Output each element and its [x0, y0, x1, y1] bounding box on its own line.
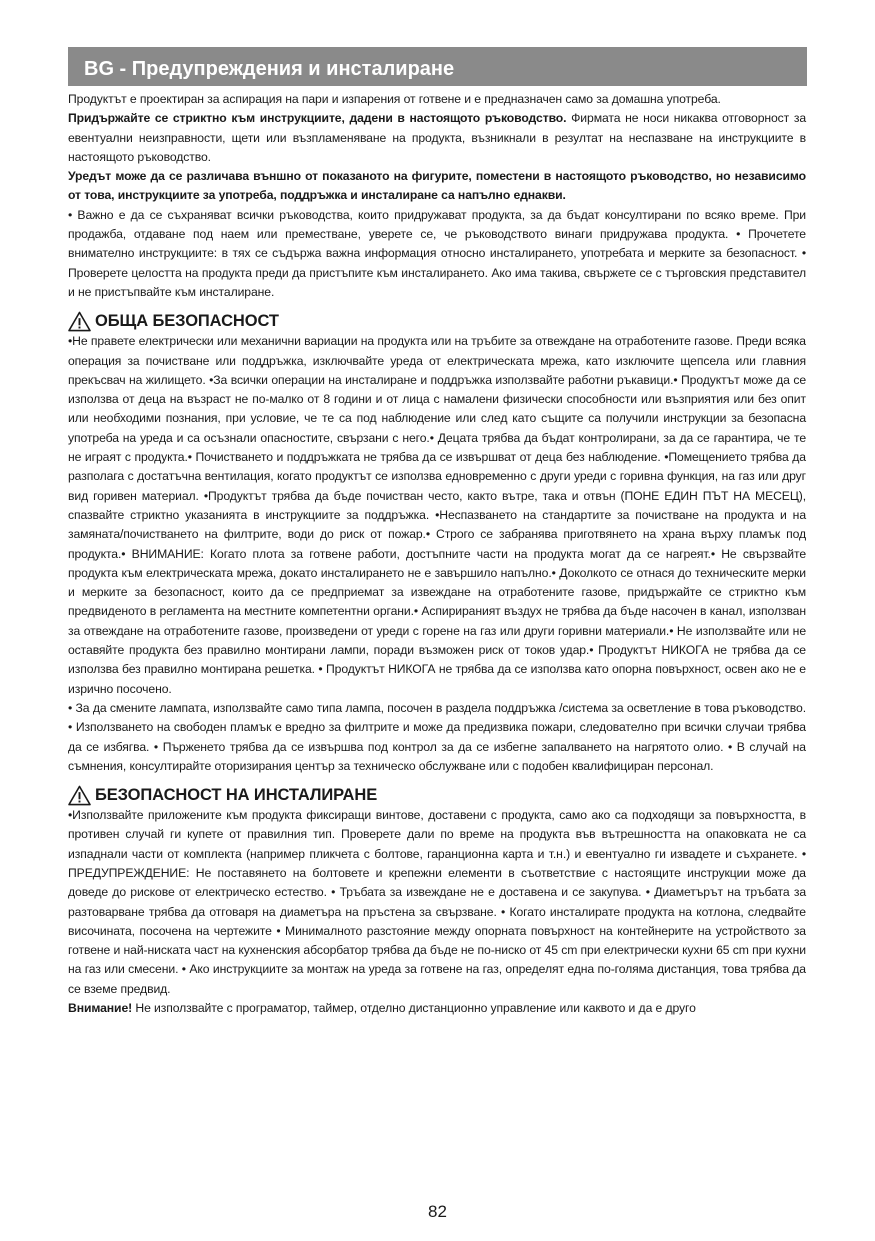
- general-safety-heading: [68, 310, 806, 332]
- attention-label: Внимание!: [68, 1001, 133, 1016]
- warning-triangle-icon: [68, 785, 91, 806]
- intro-paragraph-2: [68, 109, 806, 167]
- installation-safety-paragraph-1: •Използвайте приложените към продукта фиксиращи винтове, доставени с продукта, само ако са подходящи за повърхността, в противен случай ги купете от правилния тип. Проверете дали по време на продукта във вътрешността на опаковката не са изпаднали части от комплекта (например пликчета с болтове, гаранционна карта и т.н.) и евентуално ги извадете и съхранете. • ПРЕДУПРЕЖДЕНИЕ: Не поставянето на болтовете и крепежни елементи в съответствие с настоящите инструкции може да доведе до рискове от електрическо естество. • Тръбата за извеждане не е доставена и се закупува. • Диаметърът на тръбата за разтоварване трябва да отговаря на диаметъра на пръстена за свързване. • Когато инсталирате продукта на котлона, следвайте височината, посочена на чертежите • Минималното разстояние между опорната повърхност на контейнерите на устройството за готвене и най-ниската част на кухненския абсорбатор трябва да бъде не по-ниско от 45 cm при електрически кухни 65 cm при кухни на газ или смесени. • Ако инструкциите за монтаж на уреда за готвене на газ, определят една по-голяма дистанция, това трябва да се вземе предвид.: [68, 808, 806, 996]
- installation-safety-heading-text: БЕЗОПАСНОСТ НА ИНСТАЛИРАНЕ: [95, 786, 378, 805]
- intro-paragraph-2-bold: Придържайте се стриктно към инструкциите, дадени в настоящото ръководство.: [68, 111, 567, 126]
- page-title: BG - Предупреждения и инсталиране: [84, 58, 455, 80]
- intro-paragraph-2-text: Фирмата не носи никаква отговорност за евентуални неизправности, щети или възпламеняване на продукта, възникнали в резултат на неспазване на инструкциите в настоящото ръководство.: [68, 111, 807, 164]
- general-safety-paragraph-2: • За да смените лампата, използвайте само типа лампа, посочен в раздела поддръжка /система за осветление в това ръководство. • Използването на свободен пламък е вредно за филтрите и може да предизвика пожари, следователно при всички случаи трябва да се избягва. • Пърженето трябва да се извършва под контрол за да се избегне запалването на нагрятото олио. • В случай на съмнения, консултирайте оторизирания център за техническо обслужване или с подобен квалифициран персонал.: [68, 700, 806, 773]
- intro-paragraph-3: Уредът може да се различава външно от показаното на фигурите, поместени в настоящото ръководство, но независимо от това, инструкциите за употреба, поддръжка и инсталиране са напълно еднакви.: [68, 169, 806, 203]
- installation-safety-heading: [68, 784, 806, 806]
- page-number: 82: [428, 1202, 447, 1221]
- intro-paragraph-4: • Важно е да се съхраняват всички ръководства, които придружават продукта, за да бъдат консултирани по всяко време. При продажба, отдаване под наем или преместване, уверете се, че ръководството винаги придружава продукта. • Прочетете внимателно инструкциите: в тях се съдържа важна информация относно инсталирането, употребата и мерките за безопасност. • Проверете целостта на продукта преди да пристъпите към инсталирането. Ако има такива, свържете се с търговския представител и не пристъпвайте към инсталиране.: [68, 207, 806, 299]
- general-safety-paragraph-1: •Не правете електрически или механични вариации на продукта или на тръбите за отвеждане на отработените газове. Преди всяка операция за почистване или поддръжка, изключвайте уреда от електрическата мрежа, като изключите щепсела или главния прекъсвач на жилището. •За всички операции на инсталиране и поддръжка използвайте работни ръкавици.• Продуктът може да се използва от деца на възраст не по-малко от 8 години и от лица с намалени физически способности или възприятия или без опит или необходими познания, при условие, че те са под наблюдение или след като същите са получили инструкции за безопасна употреба на уреда и са осъзнали опасностите, свързани с него.• Децата трябва да бъдат контролирани, за да се гарантира, че те не играят с продукта.• Почистването и поддръжката не трябва да се извършват от деца без наблюдение. •Помещението трябва да разполага с достатъчна вентилация, когато продуктът се използва едновременно с други уреди с горивна функция, на газ или друг вид горивен материал. •Продуктът трябва да бъде почистван често, както вътре, така и отвън (ПОНЕ ЕДИН ПЪТ НА МЕСЕЦ), спазвайте стриктно указанията в инструкциите за поддръжка. •Неспазването на стандартите за почистване на продукта и на замяната/почистването на филтрите, води до риск от пожар.• Строго се забранява приготвянето на храна върху пламък под продукта.• ВНИМАНИЕ: Когато плота за готвене работи, достъпните части на продукта могат да се нагреят.• Не свързвайте продукта към електрическата мрежа, докато инсталирането не е завършило напълно.• Доколкото се отнася до техническите мерки и мерките за безопасност, които да се предприемат за извеждане на отработените газове, придържайте се стриктно към предвиденото в регламента на местните компетентни органи.• Аспирираният въздух не трябва да бъде насочен в канал, използван за отвеждане на отработените газове, произведени от уреди с горене на газ или други горивни материали.• Не използвайте или не оставяйте продукта без правилно монтирани лампи, поради възможен риск от токов удар.• Продуктът НИКОГА не трябва да се използва без правилно монтирана решетка. • Продуктът НИКОГА не трябва да се използва като опорна повърхност, освен ако не е изрично посочено.: [68, 334, 806, 696]
- document-body: [68, 90, 806, 1018]
- general-safety-heading-text: ОБЩА БЕЗОПАСНОСТ: [95, 312, 279, 331]
- warning-triangle-icon: [68, 311, 91, 332]
- intro-paragraph-1: Продуктът е проектиран за аспирация на пари и изпарения от готвене и е предназначен само за домашна употреба.: [68, 92, 721, 106]
- installation-safety-paragraph-2-text: Не използвайте с програматор, таймер, отделно дистанционно управление или каквото и да е друго: [132, 1001, 696, 1016]
- installation-safety-paragraph-2: [68, 999, 806, 1018]
